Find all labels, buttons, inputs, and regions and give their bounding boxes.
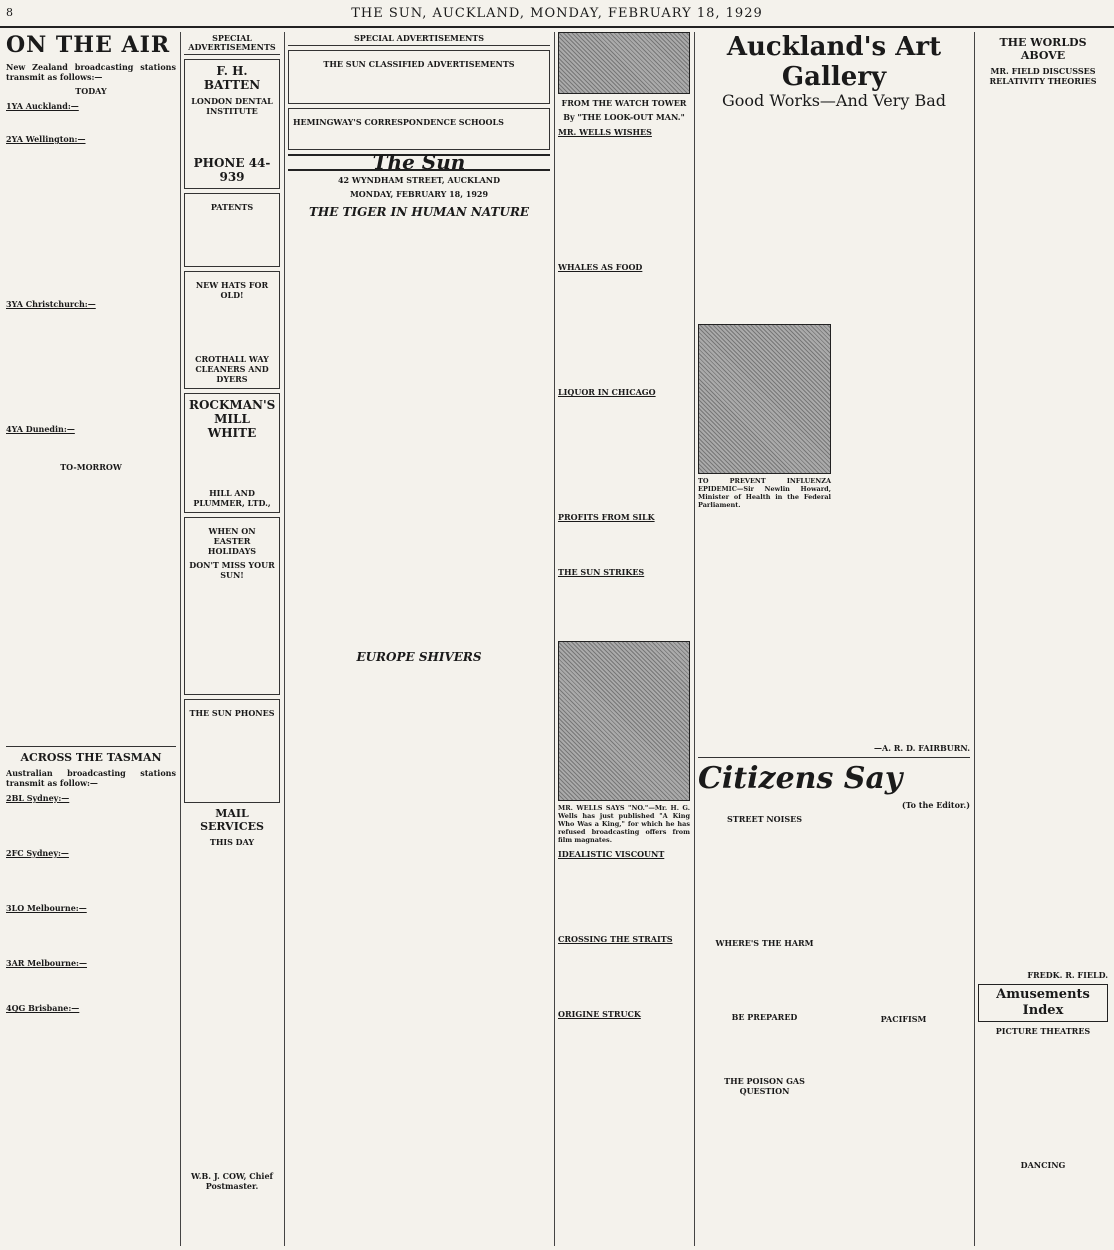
new-hats-title: NEW HATS FOR OLD! <box>195 280 269 300</box>
dont-miss-title: DON'T MISS YOUR SUN! <box>189 560 275 580</box>
section-viscount: IDEALISTIC VISCOUNT <box>558 849 665 859</box>
placeholder-text <box>837 810 970 1010</box>
divider <box>698 757 970 758</box>
placeholder-text <box>189 440 275 484</box>
placeholder-text <box>288 224 550 644</box>
placeholder-text <box>978 1036 1108 1156</box>
letters-left <box>698 810 831 1096</box>
art-gallery-title: Auckland's Art Gallery <box>726 32 942 92</box>
easter-title: WHEN ON EASTER HOLIDAYS <box>207 526 257 556</box>
patents-ad <box>184 193 280 267</box>
patents-title: PATENTS <box>210 202 254 212</box>
worlds-above-title: THE WORLDS ABOVE <box>999 36 1087 62</box>
tasman-intro: Australian broadcasting stations transmit as follow:— <box>6 768 176 788</box>
letters-body <box>698 810 970 1096</box>
dentist-phone: PHONE 44-939 <box>193 156 271 184</box>
watch-tower-byline: By "THE LOOK-OUT MAN." <box>563 112 685 122</box>
station-4qg: 4QG Brisbane:— <box>6 1003 80 1013</box>
letter-wheres-the-harm: WHERE'S THE HARM <box>715 938 814 948</box>
letter-pacifism: PACIFISM <box>880 1014 927 1024</box>
placeholder-text <box>558 137 690 257</box>
placeholder-text <box>558 577 690 637</box>
crothall-title: CROTHALL WAY CLEANERS AND DYERS <box>195 354 269 384</box>
section-origine: ORIGINE STRUCK <box>558 1009 641 1019</box>
classified-ad-box <box>288 50 550 104</box>
station-3lo: 3LO Melbourne:— <box>6 903 87 913</box>
editorial-tiger-title: THE TIGER IN HUMAN NATURE <box>308 205 530 219</box>
hemingway-title: HEMINGWAY'S CORRESPONDENCE SCHOOLS <box>293 117 504 127</box>
section-straits: CROSSING THE STRAITS <box>558 934 673 944</box>
to-the-editor: (To the Editor.) <box>901 800 970 810</box>
dentist-ad <box>184 59 280 189</box>
placeholder-text <box>189 116 275 156</box>
hill-plummer: HILL AND PLUMMER, LTD., <box>193 488 271 508</box>
amusements-index-title: Amusements Index <box>978 984 1108 1022</box>
placeholder-text <box>6 144 176 294</box>
placeholder-text <box>6 472 176 742</box>
art-gallery-right <box>837 114 970 753</box>
placeholder-text <box>6 803 176 843</box>
column-rule <box>284 32 285 1246</box>
watch-tower-title: FROM THE WATCH TOWER <box>561 98 687 108</box>
station-3ya: 3YA Christchurch:— <box>6 299 96 309</box>
tomorrow-label: TO-MORROW <box>60 462 122 472</box>
sun-phones-ad <box>184 699 280 803</box>
mail-this-day: THIS DAY <box>209 837 255 847</box>
column-watch-tower <box>558 32 690 1246</box>
section-liquor: LIQUOR IN CHICAGO <box>558 387 656 397</box>
column-special-ads <box>184 32 280 1246</box>
placeholder-text <box>6 434 176 458</box>
worlds-above-subtitle: MR. FIELD DISCUSSES RELATIVITY THEORIES <box>989 66 1097 86</box>
hemingway-ad <box>288 108 550 150</box>
placeholder-text <box>558 397 690 507</box>
wells-portrait <box>558 641 690 801</box>
sun-subscription-ad <box>184 517 280 695</box>
placeholder-text <box>293 69 545 99</box>
page-number: 8 <box>6 6 13 19</box>
classified-title: THE SUN CLASSIFIED ADVERTISEMENTS <box>323 59 515 69</box>
station-2bl: 2BL Sydney:— <box>6 793 70 803</box>
picture-theatres: PICTURE THEATRES <box>995 1026 1091 1036</box>
station-4ya: 4YA Dunedin:— <box>6 424 75 434</box>
station-1ya: 1YA Auckland:— <box>6 101 79 111</box>
column-rule <box>180 32 181 1246</box>
letter-poison-gas: THE POISON GAS QUESTION <box>724 1076 805 1096</box>
divider <box>6 746 176 747</box>
fairburn-signature: —A. R. D. FAIRBURN. <box>874 743 970 753</box>
placeholder-text <box>6 111 176 129</box>
section-sun-strikes: THE SUN STRIKES <box>558 567 645 577</box>
special-ads-header: SPECIAL ADVERTISEMENTS <box>184 32 280 55</box>
placeholder-text <box>6 858 176 898</box>
paint-title: ROCKMAN'S MILL WHITE <box>189 398 276 440</box>
placeholder-text <box>558 522 690 562</box>
hats-ad <box>184 271 280 389</box>
on-the-air-heading: ON THE AIR <box>6 32 171 58</box>
sun-address: 42 WYNDHAM STREET, AUCKLAND <box>337 175 501 185</box>
placeholder-text <box>6 309 176 419</box>
station-3ar: 3AR Melbourne:— <box>6 958 88 968</box>
dentist-name: F. H. BATTEN <box>203 64 261 92</box>
column-rule <box>974 32 975 1246</box>
column-rule <box>554 32 555 1246</box>
placeholder-text <box>6 913 176 953</box>
dancing-label: DANCING <box>1020 1160 1066 1170</box>
howard-portrait <box>698 324 831 474</box>
paint-ad <box>184 393 280 513</box>
the-sun-logo: The Sun <box>288 154 550 171</box>
placeholder-text <box>288 669 550 1139</box>
sun-dateline: MONDAY, FEBRUARY 18, 1929 <box>349 189 489 199</box>
placeholder-text <box>189 580 275 690</box>
placeholder-text <box>698 948 831 1008</box>
mail-services-title: MAIL SERVICES <box>200 807 264 833</box>
placeholder-text <box>558 272 690 382</box>
section-wells: MR. WELLS WISHES <box>558 127 652 137</box>
postmaster-signature: W.B. J. COW, Chief Postmaster. <box>191 1171 273 1191</box>
special-ads-header: SPECIAL ADVERTISEMENTS <box>288 32 550 46</box>
column-on-the-air <box>6 32 176 1246</box>
howard-caption: TO PREVENT INFLUENZA EPIDEMIC—Sir Newlin Howard, Minister of Health in the Federal Parliament. <box>698 477 831 509</box>
letters-right <box>837 810 970 1096</box>
today-label: TODAY <box>75 86 107 96</box>
placeholder-text <box>978 86 1108 966</box>
art-gallery-body <box>698 114 970 753</box>
sun-phones-title: THE SUN PHONES <box>189 708 275 718</box>
column-worlds-above <box>978 32 1108 1246</box>
placeholder-text <box>558 944 690 1004</box>
section-silk: PROFITS FROM SILK <box>558 512 655 522</box>
masthead <box>0 2 1114 28</box>
column-rule <box>694 32 695 1246</box>
placeholder-text <box>293 127 545 145</box>
column-editorial <box>288 32 550 1246</box>
column-art-gallery <box>698 32 970 1246</box>
placeholder-text <box>189 300 275 350</box>
placeholder-text <box>698 1022 831 1072</box>
placeholder-text <box>184 847 280 1167</box>
on-the-air-intro: New Zealand broadcasting stations transmit as follows:— <box>6 62 176 82</box>
dental-institute: LONDON DENTAL INSTITUTE <box>191 96 273 116</box>
art-gallery-left <box>698 114 831 753</box>
placeholder-text <box>189 718 275 798</box>
watch-tower-illustration <box>558 32 690 94</box>
placeholder-text <box>698 824 831 934</box>
placeholder-text <box>189 212 275 262</box>
masthead-title: THE SUN, AUCKLAND, MONDAY, FEBRUARY 18, 1929 <box>351 6 763 21</box>
placeholder-text <box>698 114 831 324</box>
letter-be-prepared: BE PREPARED <box>731 1012 798 1022</box>
editorial-europe-title: EUROPE SHIVERS <box>356 650 482 664</box>
art-gallery-subtitle: Good Works—And Very Bad <box>722 91 946 110</box>
placeholder-text <box>837 114 970 739</box>
section-whales: WHALES AS FOOD <box>558 262 643 272</box>
wells-caption: MR. WELLS SAYS "NO."—Mr. H. G. Wells has just published "A King Who Was a King," for which he has refused broadcasting offers from film magnates. <box>558 804 690 844</box>
placeholder-text <box>558 859 690 929</box>
station-2ya: 2YA Wellington:— <box>6 134 86 144</box>
placeholder-text <box>6 968 176 998</box>
tasman-heading: ACROSS THE TASMAN <box>20 751 162 764</box>
placeholder-text <box>698 512 831 752</box>
citizens-say-title: Citizens Say <box>698 761 903 796</box>
field-signature: FREDK. R. FIELD. <box>1027 970 1108 980</box>
station-2fc: 2FC Sydney:— <box>6 848 69 858</box>
letter-street-noises: STREET NOISES <box>727 814 802 824</box>
